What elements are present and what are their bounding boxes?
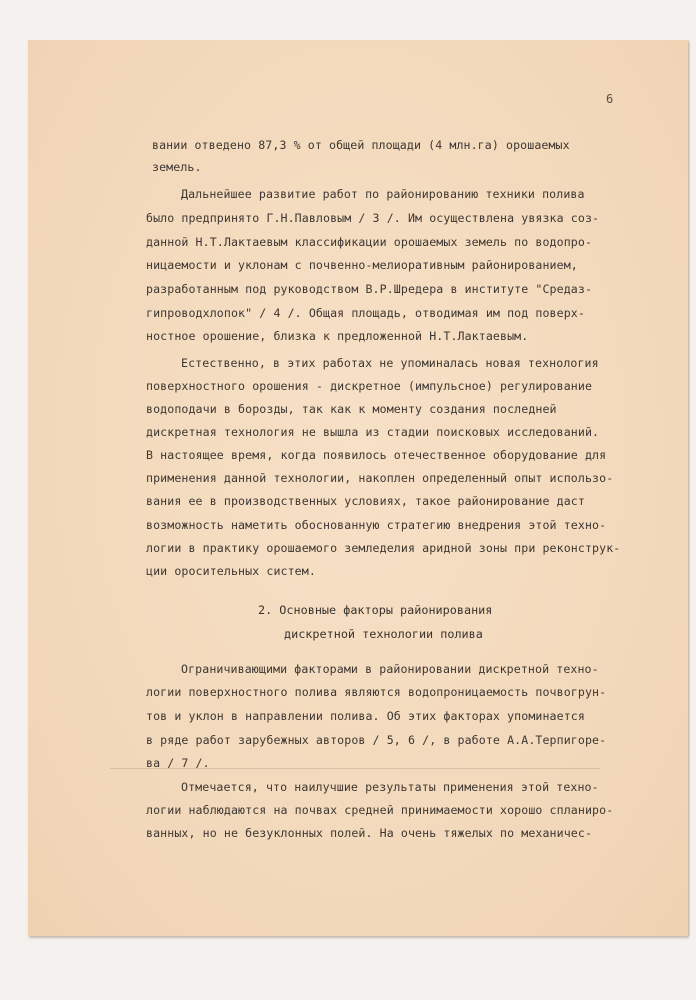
text-line: возможность наметить обоснованную стратегию внедрения этой техно-	[146, 518, 607, 532]
text-line: разработанным под руководством В.Р.Шредера в институте "Средаз-	[146, 282, 593, 296]
text-line: вании отведено 87,3 % от общей площади (4 млн.га) орошаемых	[152, 138, 570, 152]
page-number: 6	[606, 92, 614, 106]
text-line: земель.	[152, 160, 202, 174]
text-line: ницаемости и уклонам с почвенно-мелиоративным районированием,	[146, 258, 578, 272]
text-line: ции оросительных систем.	[146, 564, 316, 578]
text-line: Естественно, в этих работах не упоминалась новая технология	[181, 356, 599, 370]
document-page	[28, 40, 688, 936]
text-line: гипроводхлопок" / 4 /. Общая площадь, отводимая им под поверх-	[146, 306, 585, 320]
text-line: было предпринято Г.Н.Павловым / 3 /. Им осуществлена увязка соз-	[146, 211, 600, 225]
text-line: ва / 7 /.	[146, 756, 210, 770]
text-line: Ограничивающими факторами в районировании дискретной техно-	[181, 662, 599, 676]
text-line: дискретная технология не вышла из стадии поисковых исследований.	[146, 425, 600, 439]
text-line: тов и уклон в направлении полива. Об этих факторах упоминается	[146, 709, 585, 723]
text-line: ностное орошение, близка к предложенной Н.Т.Лактаевым.	[146, 329, 529, 343]
text-line: логии в практику орошаемого земледелия аридной зоны при реконструк-	[146, 541, 621, 555]
text-line: логии наблюдаются на почвах средней принимаемости хорошо спланиро-	[146, 803, 614, 817]
text-line: применения данной технологии, накоплен определенный опыт использо-	[146, 471, 614, 485]
text-line: поверхностного орошения - дискретное (импульсное) регулирование	[146, 379, 593, 393]
text-line: Отмечается, что наилучшие результаты применения этой техно-	[181, 780, 599, 794]
section-heading-line-2: дискретной технологии полива	[284, 627, 483, 641]
text-line: логии поверхностного полива являются водопроницаемость почвогрун-	[146, 685, 607, 699]
text-line: водоподачи в борозды, так как к моменту создания последней	[146, 402, 557, 416]
text-line: В настоящее время, когда появилось отечественное оборудование для	[146, 448, 607, 462]
section-heading-line-1: 2. Основные факторы районирования	[258, 603, 493, 617]
text-line: Дальнейшее развитие работ по районированию техники полива	[181, 187, 585, 201]
text-line: данной Н.Т.Лактаевым классификации орошаемых земель по водопро-	[146, 235, 593, 249]
text-line: в ряде работ зарубежных авторов / 5, 6 /, в работе А.А.Терпигоре-	[146, 733, 607, 747]
text-line: ванных, но не безуклонных полей. На очень тяжелых по механичес-	[146, 826, 593, 840]
faint-pencil-line	[110, 768, 600, 769]
text-line: вания ее в производственных условиях, такое районирование даст	[146, 494, 585, 508]
